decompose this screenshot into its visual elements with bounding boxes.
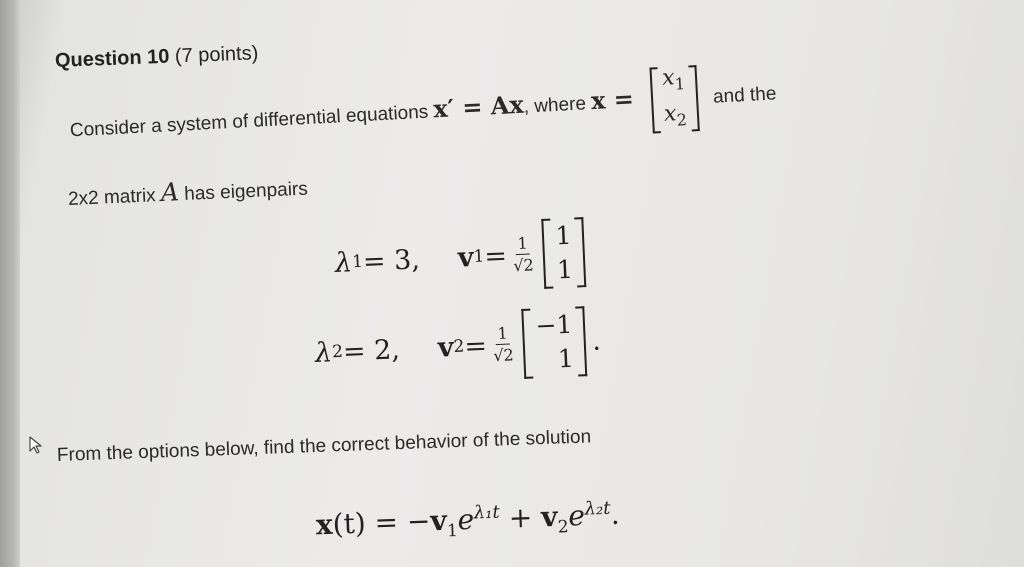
eigenpair-2 xyxy=(313,306,602,388)
question-points: (7 points) xyxy=(174,42,259,68)
lambda-1-value: = 3, xyxy=(362,243,421,278)
solution-exp1-power: λ₁t xyxy=(473,501,501,524)
solution-exp2: e xyxy=(567,498,586,533)
v2-entry-1: −1 xyxy=(534,309,573,341)
options-prompt: From the options below, find the correct behavior of the solution xyxy=(56,426,592,466)
v1-entry-2: 1 xyxy=(556,254,574,285)
solution-lhs: x xyxy=(315,507,334,542)
matrix-text-after: has eigenpairs xyxy=(178,178,309,206)
system-equation: x′ = Ax xyxy=(432,89,525,124)
solution-lhs-arg: (t) xyxy=(332,506,367,541)
solution-exp2-power: λ₂t xyxy=(584,497,611,520)
solution-v2: v xyxy=(540,499,558,534)
x-entry-2: $x_2$ xyxy=(663,101,688,130)
x-column-vector xyxy=(649,62,699,137)
intro-text-after: and the xyxy=(712,83,777,108)
v2-sub: 2 xyxy=(453,336,465,357)
v1-sub: 1 xyxy=(473,246,485,267)
v1-fraction: $\frac{1}{√2}$ xyxy=(512,233,535,275)
solution-equation xyxy=(315,497,620,546)
left-edge-bar xyxy=(0,0,20,567)
solution-period: . xyxy=(610,497,621,532)
question-number: Question 10 xyxy=(54,45,170,72)
mouse-pointer-icon xyxy=(27,435,47,455)
v2-symbol: v xyxy=(437,331,455,364)
question-title xyxy=(55,42,259,73)
matrix-line xyxy=(67,172,308,211)
v1-entry-1: 1 xyxy=(554,220,573,251)
solution-plus: + xyxy=(499,500,542,535)
intro-text-before: Consider a system of differential equations xyxy=(69,101,435,142)
solution-v1-sub: 1 xyxy=(446,520,459,542)
intro-text-middle: , where xyxy=(523,93,592,118)
matrix-symbol: A xyxy=(160,177,180,207)
v2-entry-2: 1 xyxy=(557,343,575,374)
solution-exp1: e xyxy=(456,502,475,537)
v1-vector xyxy=(542,217,587,289)
x-symbol: x = xyxy=(590,83,635,116)
matrix-text-before: 2x2 matrix xyxy=(67,184,162,210)
lambda-2-value: = 2, xyxy=(342,333,401,368)
eigenpair-2-period: . xyxy=(591,325,602,357)
v2-vector xyxy=(522,306,588,379)
v1-symbol: v xyxy=(457,241,475,274)
lambda-1-sub: 1 xyxy=(351,251,364,273)
lambda-1: λ xyxy=(334,246,353,279)
v2-fraction: $\frac{1}{√2}$ xyxy=(492,323,515,365)
eigenpair-1 xyxy=(333,217,586,298)
lambda-2-sub: 2 xyxy=(331,341,344,363)
lambda-2: λ xyxy=(314,336,333,369)
x-entry-1: $x_1$ xyxy=(661,65,686,94)
solution-v2-sub: 2 xyxy=(557,517,569,538)
solution-v1: v xyxy=(429,503,448,538)
v2-equals: = xyxy=(463,330,488,362)
solution-equals: = − xyxy=(365,504,431,540)
v1-equals: = xyxy=(483,240,508,272)
